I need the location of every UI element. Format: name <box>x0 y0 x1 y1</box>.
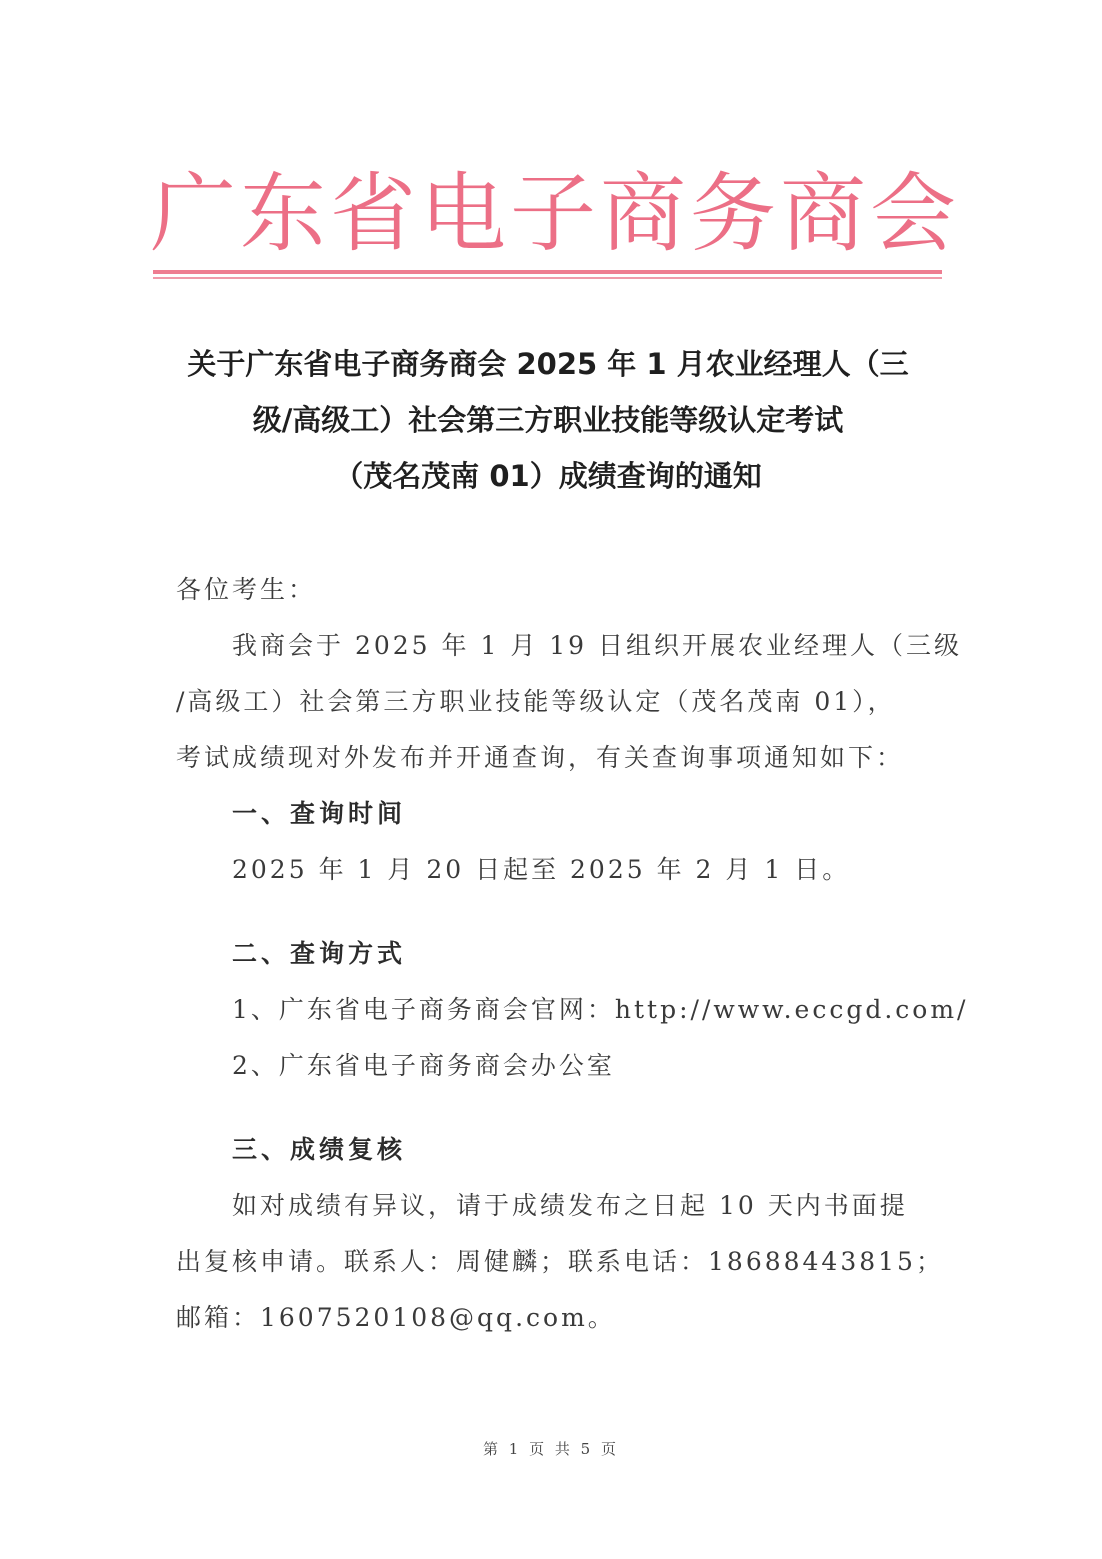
intro-paragraph-line: 考试成绩现对外发布并开通查询，有关查询事项通知如下： <box>176 743 905 772</box>
section-heading-query-time: 一、查询时间 <box>232 799 407 828</box>
score-review-line: 如对成绩有异议，请于成绩发布之日起 10 天内书面提 <box>232 1191 908 1220</box>
notice-title-line: 级/高级工）社会第三方职业技能等级认定考试 <box>252 403 844 437</box>
score-review-line: 出复核申请。联系人：周健麟；联系电话：18688443815； <box>176 1247 944 1276</box>
score-review-line: 邮箱：1607520108@qq.com。 <box>176 1303 616 1332</box>
intro-paragraph-line: 我商会于 2025 年 1 月 19 日组织开展农业经理人（三级 <box>232 631 963 660</box>
query-method-office: 2、广东省电子商务商会办公室 <box>232 1051 615 1080</box>
notice-body <box>176 562 969 1346</box>
letterhead-title: 广东省电子商务商会 <box>150 164 960 264</box>
notice-title <box>150 336 946 504</box>
spacer <box>176 898 926 926</box>
letterhead-rule-thin <box>153 277 942 279</box>
section-heading-query-method: 二、查询方式 <box>232 939 407 968</box>
notice-title-line: （茂名茂南 01）成绩查询的通知 <box>334 459 762 493</box>
intro-paragraph-line: /高级工）社会第三方职业技能等级认定（茂名茂南 01）， <box>176 687 896 716</box>
section-heading-score-review: 三、成绩复核 <box>232 1135 407 1164</box>
notice-title-line: 关于广东省电子商务商会 2025 年 1 月农业经理人（三 <box>187 347 909 381</box>
query-method-website: 1、广东省电子商务商会官网：http://www.eccgd.com/ <box>232 995 969 1024</box>
salutation: 各位考生： <box>176 575 317 604</box>
letterhead-rule-thick <box>153 270 942 274</box>
spacer <box>176 1094 926 1122</box>
page-number: 第 1 页 共 5 页 <box>483 1440 619 1458</box>
query-time-text: 2025 年 1 月 20 日起至 2025 年 2 月 1 日。 <box>232 855 851 884</box>
